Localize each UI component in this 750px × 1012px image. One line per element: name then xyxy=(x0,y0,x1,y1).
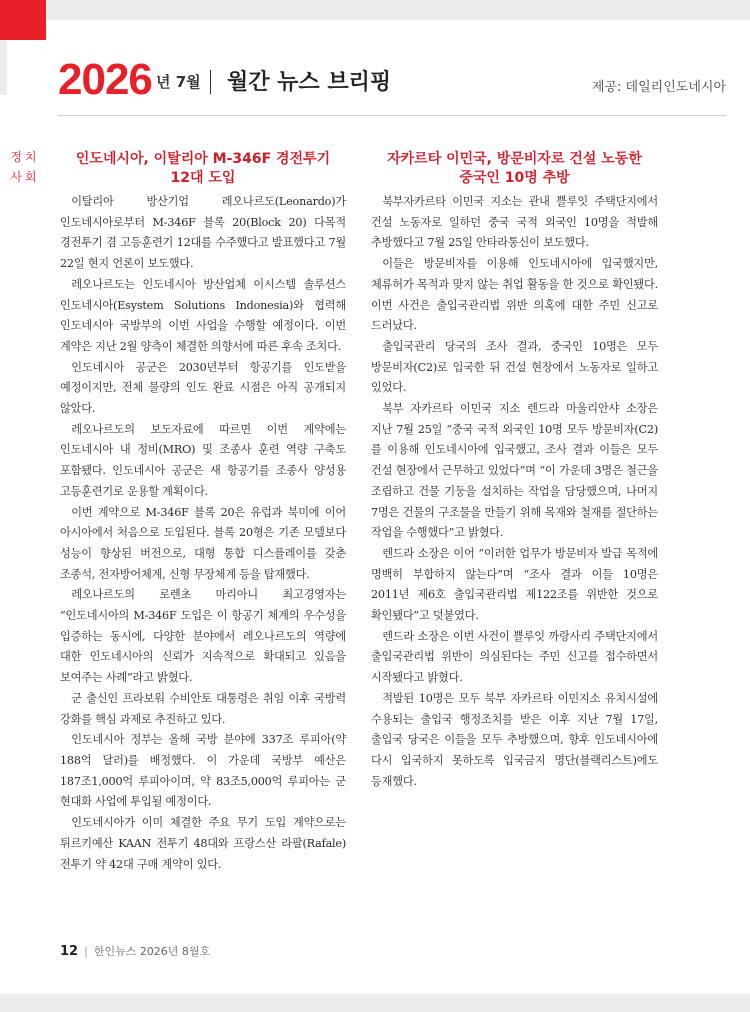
publication-name: 한인뉴스 2026년 8월호 xyxy=(93,945,211,958)
page-number: 12 xyxy=(60,944,79,959)
article-paragraph: 출입국관리 당국의 조사 결과, 중국인 10명은 모두 방문비자(C2)로 입국한 뒤 건설 현장에서 노동자로 일하고 있었다. xyxy=(371,339,658,395)
article-paragraph: 렌드라 소장은 이어 “이러한 업무가 방문비자 발급 목적에 명백히 부합하지 않는다”며 “조사 결과 이들 10명은 2011년 제6호 출입국관리법 제122조를 위반한 것으로 확인됐다”고 덧붙였다. xyxy=(371,546,658,623)
article-paragraph: 레오나르도는 인도네시아 방산업체 이시스템 솔루션스 인도네시아(Esystem Solutions Indonesia)와 협력해 인도네시아 국방부의 이번 사업을 수행할 예정이다. 이번 계약은 지난 2월 양측이 체결한 의향서에 따른 후속 조치다. xyxy=(60,277,346,353)
section-title: 월간 뉴스 브리핑 xyxy=(227,70,392,95)
article-paragraph: 인도네시아 공군은 2030년부터 항공기를 인도받을 예정이지만, 전체 물량의 인도 완료 시점은 아직 공개되지 않았다. xyxy=(60,360,346,416)
red-corner-accent xyxy=(0,0,46,40)
content-provider: 제공: 데일리인도네시아 xyxy=(591,80,726,95)
article-paragraph: 레오나르도의 보도자료에 따르면 이번 계약에는 인도네시아 내 정비(MRO) 및 조종사 훈련 역량 구축도 포함됐다. 인도네시아 공군은 새 항공기를 조종사 양성용 고등훈련기로 운용할 계획이다. xyxy=(60,422,346,498)
category-label xyxy=(6,147,44,187)
category-politics: 정치 xyxy=(10,150,40,164)
category-society: 사회 xyxy=(10,170,40,184)
article-paragraph: 북부 자카르타 이민국 지소 렌드라 마울리안샤 소장은 지난 7월 25일 “중국 국적 외국인 10명 모두 방문비자(C2)를 이용해 인도네시아에 입국했고, 조사 결과 이들은 모두 건설 현장에서 근무하고 있었다”며 “이 가운데 3명은 철근을 조립하고 건물 기둥을 설치하는 작업을 담당했으며, 나머지 7명은 건물의 구조물을 만들기 위해 목재와 철재를 절단하는 작업을 수행했다”고 밝혔다. xyxy=(371,402,658,540)
side-tab-strip xyxy=(0,40,7,95)
article-paragraph: 북부자카르타 이민국 지소는 관내 쁠루잇 주택단지에서 건설 노동자로 일하던 중국 국적 외국인 10명을 적발해 추방했다고 7월 25일 안타라통신이 보도했다. xyxy=(371,195,658,250)
header-divider xyxy=(58,115,726,116)
article-title xyxy=(60,150,346,188)
issue-year: 2026 xyxy=(58,55,152,104)
page-header xyxy=(58,52,726,112)
article-title-line: 인도네시아, 이탈리아 M-346F 경전투기 xyxy=(75,151,331,167)
article-paragraph: 이들은 방문비자를 이용해 인도네시아에 입국했지만, 체류허가 목적과 맞지 않는 취업 활동을 한 것으로 확인됐다. 이번 사건은 출입국관리법 위반 의혹에 대한 주민 신고로 드러났다. xyxy=(371,257,658,333)
bottom-border-strip xyxy=(0,994,750,1012)
page-footer xyxy=(60,943,210,959)
article-deportation xyxy=(371,150,658,792)
article-paragraph: 레오나르도의 로렌초 마리아니 최고경영자는 “인도네시아의 M-346F 도입은 이 항공기 체계의 우수성을 입증하는 동시에, 다양한 분야에서 레오나르도의 역량에 대한 인도네시아의 신뢰가 지속적으로 확대되고 있음을 보여주는 사례”라고 밝혔다. xyxy=(60,588,346,685)
article-title xyxy=(371,150,658,188)
article-title-line: 중국인 10명 추방 xyxy=(459,170,570,186)
article-paragraph: 이탈리아 방산기업 레오나르도(Leonardo)가 인도네시아로부터 M-346F 블록 20(Block 20) 다목적 경전투기 겸 고등훈련기 12대를 수주했다고 발표했다고 7월 22일 현지 언론이 보도했다. xyxy=(60,195,346,271)
article-paragraph: 이번 계약으로 M-346F 블록 20은 유럽과 북미에 이어 아시아에서 처음으로 도입된다. 블록 20형은 기존 모델보다 성능이 향상된 버전으로, 대형 통합 디스플레이를 갖춘 조종석, 전자방어체계, 신형 무장체계 등을 탑재했다. xyxy=(60,505,346,581)
article-paragraph: 인도네시아가 이미 체결한 주요 무기 도입 계약으로는 튀르키예산 KAAN 전투기 48대와 프랑스산 라팔(Rafale) 전투기 약 42대 구매 계약이 있다. xyxy=(60,816,346,871)
article-title-line: 자카르타 이민국, 방문비자로 건설 노동한 xyxy=(387,151,642,167)
article-paragraph: 인도네시아 정부는 올해 국방 분야에 337조 루피아(약 188억 달러)를 배정했다. 이 가운데 국방부 예산은 187조1,000억 루피아이며, 약 83조5,000억 루피아는 군 현대화 사업에 투입될 예정이다. xyxy=(60,733,346,809)
article-m346f xyxy=(60,150,346,875)
footer-separator: | xyxy=(84,945,88,958)
article-paragraph: 적발된 10명은 모두 북부 자카르타 이민지소 유치시설에 수용되는 출입국 행정조치를 받은 이후 지난 7월 17일, 출입국 당국은 이들을 모두 추방했으며, 향후 인도네시아에 다시 입국하지 못하도록 입국금지 명단(블랙리스트)에도 등재했다. xyxy=(371,691,658,788)
issue-month: 년 7월 xyxy=(156,70,211,94)
article-paragraph: 렌드라 소장은 이번 사건이 쁠루잇 까랑사리 주택단지에서 출입국관리법 위반이 의심된다는 주민 신고를 접수하면서 시작됐다고 밝혔다. xyxy=(371,629,658,685)
article-title-line: 12대 도입 xyxy=(170,170,236,186)
top-border-strip xyxy=(46,0,750,20)
article-paragraph: 군 출신인 프라보워 수비안토 대통령은 취임 이후 국방력 강화를 핵심 과제로 추진하고 있다. xyxy=(60,691,346,726)
